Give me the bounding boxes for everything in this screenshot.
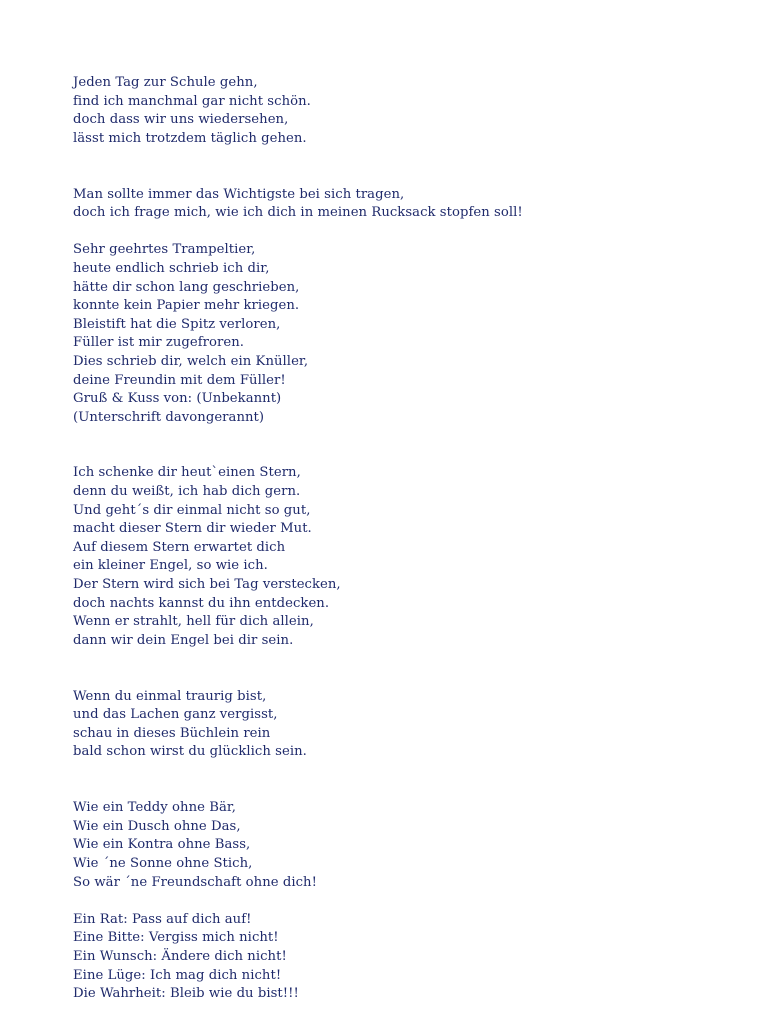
- stanza-spacer: [73, 148, 733, 185]
- poem-line: schau in dieses Büchlein rein: [73, 725, 271, 741]
- poem-line: Jeden Tag zur Schule gehn,: [73, 75, 258, 90]
- poem-line: Wie ein Kontra ohne Bass,: [73, 837, 251, 853]
- poem-line: Eine Lüge: Ich mag dich nicht!: [73, 967, 282, 983]
- poem-line: doch dass wir uns wiedersehen,: [73, 112, 289, 128]
- poem-line: Wie ´ne Sonne ohne Stich,: [73, 855, 253, 871]
- poem-line: doch nachts kannst du ihn entdecken.: [73, 595, 330, 611]
- poem-line: hätte dir schon lang geschrieben,: [73, 279, 300, 295]
- poem-line: find ich manchmal gar nicht schön.: [73, 93, 311, 109]
- poem-line: bald schon wirst du glücklich sein.: [73, 744, 307, 760]
- poem-line: Die Wahrheit: Bleib wie du bist!!!: [73, 986, 299, 1002]
- stanza-backpack: [73, 186, 733, 223]
- poem-line: Bleistift hat die Spitz verloren,: [73, 316, 281, 332]
- poem-line: Sehr geehrtes Trampeltier,: [73, 242, 256, 258]
- poem-line: (Unterschrift davongerannt): [73, 409, 265, 425]
- poem-line: Ich schenke dir heut`einen Stern,: [73, 465, 301, 481]
- stanza-letter: [73, 241, 733, 427]
- stanza-spacer: [73, 892, 733, 911]
- poem-line: deine Freundin mit dem Füller!: [73, 372, 286, 388]
- poem-line: Dies schrieb dir, welch ein Knüller,: [73, 353, 309, 369]
- stanza-advice: [73, 911, 733, 1004]
- poem-line: ein kleiner Engel, so wie ich.: [73, 558, 268, 574]
- poem-line: macht dieser Stern dir wieder Mut.: [73, 521, 312, 537]
- poem-line: Wie ein Teddy ohne Bär,: [73, 800, 237, 816]
- poem-line: So wär ´ne Freundschaft ohne dich!: [73, 874, 317, 890]
- poem-line: heute endlich schrieb ich dir,: [73, 260, 270, 276]
- poem-line: und das Lachen ganz vergisst,: [73, 707, 278, 723]
- poem-line: Gruß & Kuss von: (Unbekannt): [73, 391, 282, 407]
- stanza-spacer: [73, 427, 733, 464]
- poem-line: doch ich frage mich, wie ich dich in meinen Rucksack stopfen soll!: [73, 205, 523, 221]
- poem-line: Füller ist mir zugefroren.: [73, 335, 244, 351]
- stanza-school: [73, 74, 733, 148]
- poem-line: Ein Rat: Pass auf dich auf!: [73, 911, 252, 927]
- poem-line: Auf diesem Stern erwartet dich: [73, 539, 286, 555]
- stanza-teddy: [73, 799, 733, 892]
- stanza-spacer: [73, 762, 733, 799]
- poem-line: Wenn er strahlt, hell für dich allein,: [73, 614, 314, 630]
- stanza-star: [73, 464, 733, 650]
- document-page: [73, 74, 733, 1004]
- poem-line: Und geht´s dir einmal nicht so gut,: [73, 502, 311, 518]
- poem-line: Wie ein Dusch ohne Das,: [73, 818, 241, 834]
- poem-line: konnte kein Papier mehr kriegen.: [73, 298, 300, 314]
- poem-line: Man sollte immer das Wichtigste bei sich tragen,: [73, 186, 405, 202]
- stanza-spacer: [73, 223, 733, 242]
- poem-line: lässt mich trotzdem täglich gehen.: [73, 130, 307, 146]
- poem-line: denn du weißt, ich hab dich gern.: [73, 484, 301, 500]
- poem-line: Ein Wunsch: Ändere dich nicht!: [73, 948, 287, 964]
- poem-line: dann wir dein Engel bei dir sein.: [73, 632, 294, 648]
- poem-line: Eine Bitte: Vergiss mich nicht!: [73, 930, 279, 946]
- stanza-sad: [73, 688, 733, 762]
- poem-line: Wenn du einmal traurig bist,: [73, 688, 267, 704]
- stanza-spacer: [73, 650, 733, 687]
- poem-line: Der Stern wird sich bei Tag verstecken,: [73, 577, 341, 593]
